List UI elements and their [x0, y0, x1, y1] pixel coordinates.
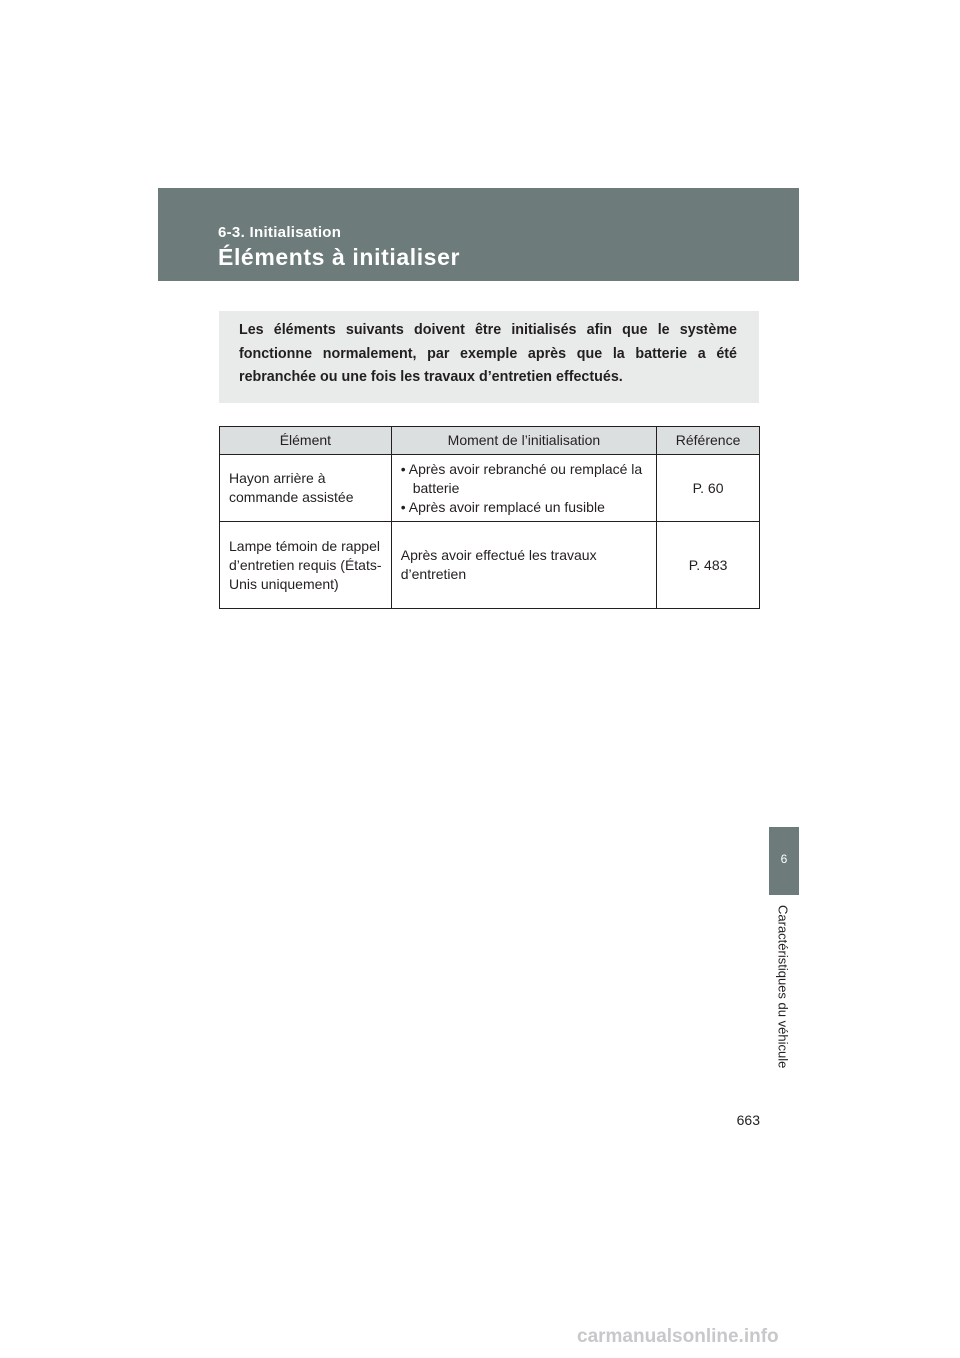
section-label: 6-3. Initialisation	[218, 224, 342, 241]
chapter-tab	[769, 827, 799, 895]
chapter-title: Caractéristiques du véhicule	[775, 905, 791, 1069]
chapter-number: 6	[780, 852, 788, 866]
cell-reference	[657, 522, 760, 609]
table-row	[220, 455, 760, 522]
reference-link[interactable]: P. 60	[692, 479, 724, 496]
page-title: Éléments à initialiser	[218, 244, 461, 270]
cell-reference	[657, 455, 760, 522]
chapter-side-label	[768, 905, 798, 1087]
watermark: carmanualsonline.info	[577, 1326, 779, 1347]
item-text: Lampe témoin de rappel d’entretien requis (États-Unis uniquement)	[229, 537, 382, 592]
intro-text: Les éléments suivants doivent être initialisés afin que le système fonctionne normalement, par exemple après que la batterie a été rebranchée ou une fois les travaux d’entretien effectués.	[239, 322, 737, 385]
cell-item	[220, 455, 392, 522]
column-header-reference: Référence	[657, 427, 760, 455]
moment-line: • Après avoir remplacé un fusible	[400, 498, 605, 515]
intro-box	[219, 311, 759, 403]
column-header-moment: Moment de l’initialisation	[391, 427, 656, 455]
page-number: 663	[736, 1112, 760, 1128]
cell-moment	[391, 455, 656, 522]
initialization-table	[219, 426, 760, 609]
section-header-band	[158, 188, 799, 281]
moment-line: • Après avoir rebranché ou remplacé la batterie	[400, 460, 643, 496]
reference-link[interactable]: P. 483	[688, 556, 728, 573]
cell-item	[220, 522, 392, 609]
table-header-row	[220, 427, 760, 455]
item-text: Hayon arrière à commande assistée	[229, 470, 354, 505]
table-row	[220, 522, 760, 609]
column-header-item: Élément	[220, 427, 392, 455]
cell-moment	[391, 522, 656, 609]
moment-line: Après avoir effectué les travaux d’entretien	[400, 547, 597, 582]
